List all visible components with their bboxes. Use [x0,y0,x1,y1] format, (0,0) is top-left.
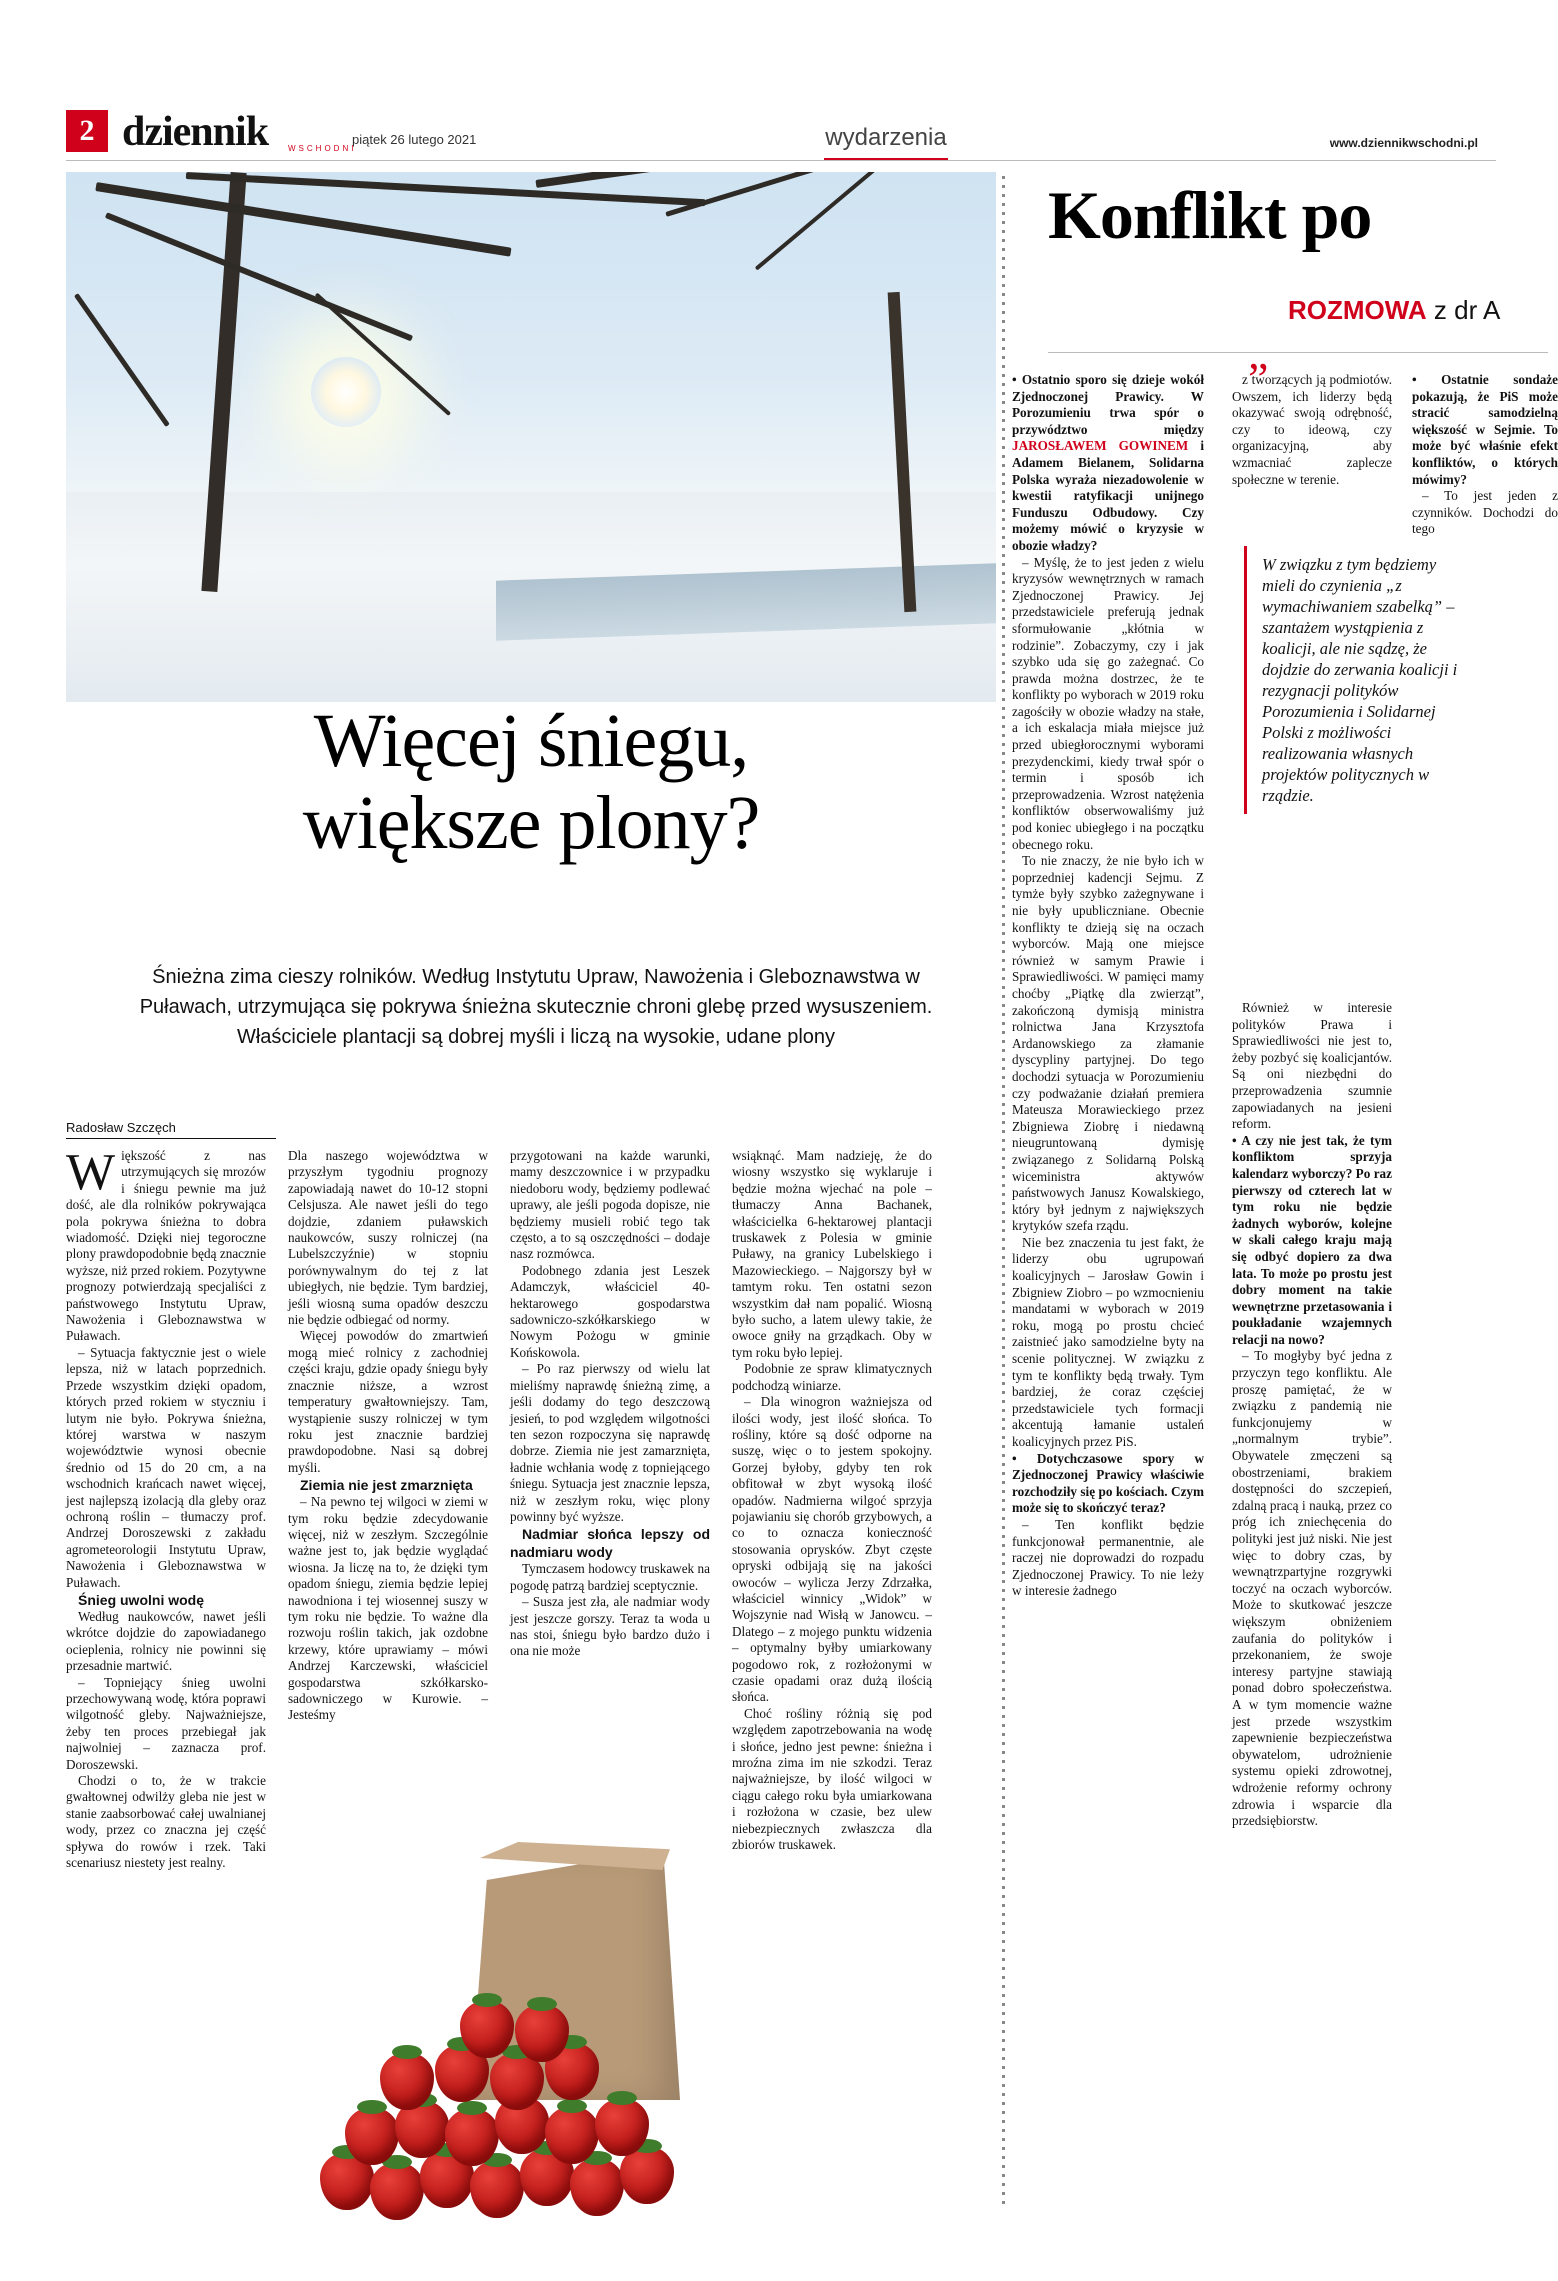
headline-line-1: Więcej śniegu, [313,699,749,783]
interview-kicker [1288,295,1558,326]
interview-kicker-rest: z dr A [1426,295,1501,325]
paragraph: Dla naszego województwa w przyszłym tygodniu prognozy zapowiadają nawet do 10-12 stopni Celsjusza. Ale nawet jeśli do tego dojdzie, zdaniem puławskich naukowców, suszy rolniczej (na Lubelszczyźnie) w stopniu porównywalnym do tej z lat ubiegłych, nie będzie. Tym bardziej, jeśli wiosną suma opadów deszczu nie będzie odbiegać od normy. [288,1148,488,1328]
paragraph: To nie znaczy, że nie było ich w poprzedniej kadencji Sejmu. Z tymże były szybko zażegnywane i nie były upubliczniane. Obecnie konflikty te dzieją się na oczach wyborców. Mają one miejsce również w samym Prawie i Sprawiedliwości. W pamięci mamy choćby „Piątkę dla zwierząt”, zakończoną dymisją ministra rolnictwa Jana Krzysztofa Ardanowskiego za złamanie dyscypliny partyjnej. Do tego dochodzi sytuacja w Porozumieniu czy podważanie działań premiera Mateusza Morawieckiego przez Zbigniewa Ziobrę i niedawną nieugruntowaną dymisję związanego z Solidarną Polską wiceministra aktywów państwowych Janusz Kowalskiego, który był jednym z największych krytyków szefa rządu. [1012,853,1204,1234]
interview-column-4 [1412,372,1558,538]
paragraph: przygotowani na każde warunki, mamy deszczownice i w przypadku niedoboru wody, będziemy podlewać uprawy, ale jeśli pogoda dopisze, nie będziemy musieli robić tego tak często, a to są oszczędności – dodaje nasz rozmówca. [510,1148,710,1262]
highlighted-name: JAROSŁAWEM GOWINEM [1012,438,1189,454]
interview-headline: Konflikt po [1048,178,1372,252]
paragraph: – Ten konflikt będzie funkcjonował permanentnie, ale raczej nie doprowadzi do rozpadu Zjednoczonej Prawicy. To nie leży w interesie żadnego [1012,1516,1204,1599]
paragraph: – Topniejący śnieg uwolni przechowywaną wodę, która poprawi wilgotność gleby. Najważniejsze, żeby ten proces przebiegał jak najwolniej – zaznacza prof. Doroszewski. [66,1674,266,1772]
masthead [66,110,1496,162]
vertical-dotted-divider [1002,176,1005,2206]
sun [311,357,381,427]
paragraph: Tymczasem hodowcy truskawek na pogodę patrzą bardziej sceptycznie. [510,1561,710,1593]
paragraph: – To jest jeden z czynników. Dochodzi do tego [1412,488,1558,537]
quote-mark: ” [1248,353,1269,404]
main-headline [66,700,996,864]
paragraph: Choć rośliny różnią się pod względem zapotrzebowania na wodę i słońce, jedno jest pewne: śnieżna i mroźna zima im nie szkodzi. Teraz najważniejsze, by ilość wilgoci w ciągu całego roku była umiarkowana i rozłożona w czasie, bez ulew niebezpiecznych zwłaszcza dla zbiorów truskawek. [732,1705,932,1853]
interview-column-1 [1012,372,1204,1600]
paragraph: Nie bez znaczenia tu jest fakt, że liderzy obu ugrupowań koalicyjnych – Jarosław Gowin i Zbigniew Ziobro – po wzmocnieniu mandatami w wyborach w 2019 roku, mogą po prostu chcieć zaistnieć jako samodzielne byty na scenie politycznej. W związku z tym te konflikty będą trwały. Tym bardziej, że coraz częściej przedstawiciele tych formacji akcentują łamanie ustaleń koalicyjnych przez PiS. [1012,1234,1204,1449]
paragraph: – Myślę, że to jest jeden z wielu kryzysów wewnętrznych w ramach Zjednoczonej Prawicy. Jej przedstawiciele preferują jednak sformułowanie „kłótnia w rodzinie”. Zobaczymy, czy i jak szybko uda się go zażegnać. Co prawda można dostrzec, że te konflikty po wyborach w 2019 roku zagościły w obozie władzy na stałe, a ich eskalacja miała miejsce już przed ubiegłorocznymi wyborami prezydenckimi, kiedy trwał spór o termin i sposób ich przeprowadzenia. Wzrost natężenia konfliktów obserwowaliśmy już pod koniec ubiegłego i na początku obecnego roku. [1012,554,1204,852]
paragraph: – Po raz pierwszy od wielu lat mieliśmy naprawdę śnieżną zimę, a jeśli dodamy do tego deszczową jesień, to pod względem wilgotności ten sezon rozpoczyna się naprawdę dobrze. Ziemia nie jest zamarznięta, ładnie wchłania wodę z topniejącego śniegu. Sytuacja jest znacznie lepsza, niż w zeszłym roku, więc plony powinny być wyższe. [510,1361,710,1524]
article-column-4 [732,1148,932,1853]
subheading: Nadmiar słońca lepszy od nadmiaru wody [510,1526,710,1561]
paragraph: – Susza jest zła, ale nadmiar wody jest jeszcze gorszy. Teraz ta woda u nas stoi, śniegu było bardzo dużo i ona nie może [510,1594,710,1659]
paragraph: – Na pewno tej wilgoci w ziemi w tym roku będzie zdecydowanie więcej, niż w zeszłym. Szczególnie ważne jest to, jak będzie wyglądać wiosna. Ja liczę na to, że dzięki tym opadom śniegu, ziemia będzie lepiej nawodniona i tej wiosennej suszy w tym roku nie będzie. To ważne dla rozwoju roślin takich, jak ozdobne krzewy, które uprawiamy – mówi Andrzej Karczewski, właściciel gospodarstwa szkółkarsko-sadowniczego w Kurowie. – Jesteśmy [288,1494,488,1723]
article-column-2 [288,1148,488,1724]
pull-quote: W związku z tym będziemy mieli do czynienia „z wymachiwaniem szabelką” – szantażem wystąpienia z koalicji, ale nie sądzę, że dojdzie do zerwania koalicji i rezygnacji polityków Porozumienia i Solidarnej Polski z możliwości realizowania własnych projektów politycznych w rządzie. [1244,540,1468,820]
newspaper-logo-sub: WSCHODNI [288,144,357,153]
drop-cap: W [66,1144,116,1201]
website-url: www.dziennikwschodni.pl [1329,136,1478,150]
byline: Radosław Szczęch [66,1120,276,1139]
paragraph: iększość z nas utrzymujących się mrozów i śniegu pewnie ma już dość, ale dla rolników pokrywająca pola pokrywa śnieżna to dobra wiadomość. Dzięki niej tegoroczne plony prawdopodobnie będą znacznie wyższe, niż przed rokiem. Pozytywne prognozy potwierdzają specjaliści z państwowego Instytutu Upraw, Nawożenia i Gleboznawstwa w Puławach. [66,1148,266,1344]
question-part-2: i Adamem Bielanem, Solidarna Polska wyraża niezadowolenie w kwestii ratyfikacji unijnego Funduszu Odbudowy. Czy możemy mówić o kryzysie w obozie władzy? [1012,438,1204,553]
paragraph: z tworzących ją podmiotów. Owszem, ich liderzy będą okazywać swoją odrębność, czy to ideową, czy organizacyjną, aby wzmacniać zaplecze społeczne w terenie. [1232,372,1392,487]
interview-column-3 [1232,1000,1392,1830]
paragraph: – Sytuacja faktycznie jest o wiele lepsza, niż w latach poprzednich. Przede wszystkim dzięki opadom, których przed rokiem w styczniu i lutym nie było. Pokrywa śnieżna, której warstwa w naszym województwie wynosi obecnie średnio od 15 do 20 cm, a na wschodnich krańcach nawet więcej, jest najlepszą izolacją dla gleby oraz ochroną roślin – tłumaczy prof. Andrzej Doroszewski z zakładu agrometeorologii Instytutu Upraw, Nawożenia i Gleboznawstwa w Puławach. [66,1344,266,1590]
page-number: 2 [66,110,108,152]
strawberries-photo [300,1820,730,2220]
paragraph: wsiąknąć. Mam nadzieję, że do wiosny wszystko się wyklaruje i będzie można wjechać na pole – tłumaczy Anna Bachanek, właścicielka 6-hektarowej plantacji truskawek z Polesia w gminie Puławy, na granicy Lubelskiego i Mazowieckiego. – Najgorszy był w tamtym roku. Ten ostatni sezon wszystkim dał nam popalić. Wiosną było sucho, a latem ulewy takie, że owoce gniły na grządkach. Oby w tym roku było lepiej. [732,1148,932,1360]
paragraph: Również w interesie polityków Prawa i Sprawiedliwości nie jest to, żeby pozbyć się koalicjantów. Są oni niezbędni do przeprowadzenia szumnie zapowiadanych na jesieni reform. [1232,1000,1392,1132]
paragraph: Według naukowców, nawet jeśli wkrótce dojdzie do zapowiadanego ocieplenia, rolnicy nie powinni się przesadnie martwić. [66,1608,266,1674]
article-column-3 [510,1148,710,1660]
issue-date: piątek 26 lutego 2021 [352,132,477,147]
paragraph: Więcej powodów do zmartwień mogą mieć rolnicy z zachodniej części kraju, gdzie opady śniegu były znacznie niższe, a wzrost temperatury gwałtowniejszy. Tam, wystąpienie suszy rolniczej w tym roku jest znacznie bardziej prawdopodobne. Nasi są dobrej myśli. [288,1328,488,1475]
paragraph: Podobnie ze spraw klimatycznych podchodzą winiarze. [732,1361,932,1393]
header-divider [66,160,1496,161]
headline-line-2: większe plony? [302,781,760,865]
interview-question: • A czy nie jest tak, że tym konfliktom sprzyja kalendarz wyborczy? Po raz pierwszy od czterech lat w tym roku nie będzie żadnych wyborów, kolejne w skali całego kraju mają się odbyć dopiero za dwa lata. To może po prostu jest dobry moment na takie wewnętrzne przetasowania i poukładanie wzajemnych relacji na nowo? [1232,1132,1392,1347]
interview-question: • Dotychczasowe spory w Zjednoczonej Prawicy właściwie rozchodziły się po kościach. Czym może się to skończyć teraz? [1012,1450,1204,1516]
article-deck: Śnieżna zima cieszy rolników. Według Instytutu Upraw, Nawożenia i Gleboznawstwa w Puławach, utrzymująca się pokrywa śnieżna skutecznie chroni glebę przed wysuszeniem. Właściciele plantacji są dobrej myśli i liczą na wysokie, udane plony [139,966,933,1048]
interview-divider [1048,352,1548,353]
paragraph: Chodzi o to, że w trakcie gwałtownej odwilży gleba nie jest w stanie zaabsorbować całej uwalnianej wody, przez co znaczna jej część spływa do rowów i rzek. Taki scenariusz niestety jest realny. [66,1773,266,1871]
strawberry-pile [300,2010,730,2220]
interview-question [1012,372,1204,555]
question-part-1: • Ostatnio sporo się dzieje wokół Zjednoczonej Prawicy. W Porozumieniu trwa spór o przywództwo między [1012,372,1204,437]
newspaper-logo: dziennik [122,109,269,155]
winter-landscape-photo [66,172,996,702]
interview-question: • Ostatnie sondaże pokazują, że PiS może stracić samodzielną większość w Sejmie. To może być właśnie efekt konfliktów, o których mówimy? [1412,372,1558,487]
subheading: Ziemia nie jest zmarznięta [300,1477,473,1494]
section-title: wydarzenia [825,124,947,151]
article-column-1 [66,1144,266,1871]
interview-kicker-label: ROZMOWA [1288,295,1427,325]
paragraph: – To mogłyby być jedna z przyczyn tego konfliktu. Ale proszę pamiętać, że w związku z pandemią nie funkcjonujemy w „normalnym trybie”. Obywatele zmęczeni są obostrzeniami, brakiem dostępności do szczepień, zdalną pracą i nauką, przez co próg ich zniechęcenia do polityki jest już niski. Nie jest więc to dobry czas, by wewnątrzpartyjne rozgrywki toczyć na oczach wyborców. Może to skutkować jeszcze większym obniżeniem zaufania do polityków i przekonaniem, że swoje interesy partyjne stawiają ponad dobro społeczeństwa. A w tym momencie ważne jest przede wszystkim zapewnienie bezpieczeństwa obywatelom, udrożnienie systemu opieki zdrowotnej, wdrożenie reformy ochrony zdrowia i wsparcie dla przedsiębiorstw. [1232,1348,1392,1829]
paragraph: – Dla winogron ważniejsza od ilości wody, jest ilość słońca. To rośliny, które są dość odporne na suszę, więc o to jestem spokojny. Gorzej byłoby, gdyby ten rok obfitował w zbyt wysoką ilość opadów. Nadmierna wilgoć sprzyja pojawianiu się chorób grzybowych, a co to oznacza konieczność stosowania oprysków. Zbyt częste opryski odbijają się na jakości owoców – wylicza Jerzy Zdrzałka, właściciel winnicy „Widok” w Wojszynie nad Wisłą w Janowcu. – Dlatego – z mojego punktu widzenia – optymalny byłby umiarkowany pogodowo rok, z rozłożonymi w czasie opadami oraz dużą ilością słońca. [732,1394,932,1705]
subheading: Śnieg uwolni wodę [78,1591,204,1608]
paragraph: Podobnego zdania jest Leszek Adamczyk, właściciel 40-hektarowego gospodarstwa sadowniczo-szkółkarskiego w Nowym Pożogu w gminie Końskowola. [510,1262,710,1360]
